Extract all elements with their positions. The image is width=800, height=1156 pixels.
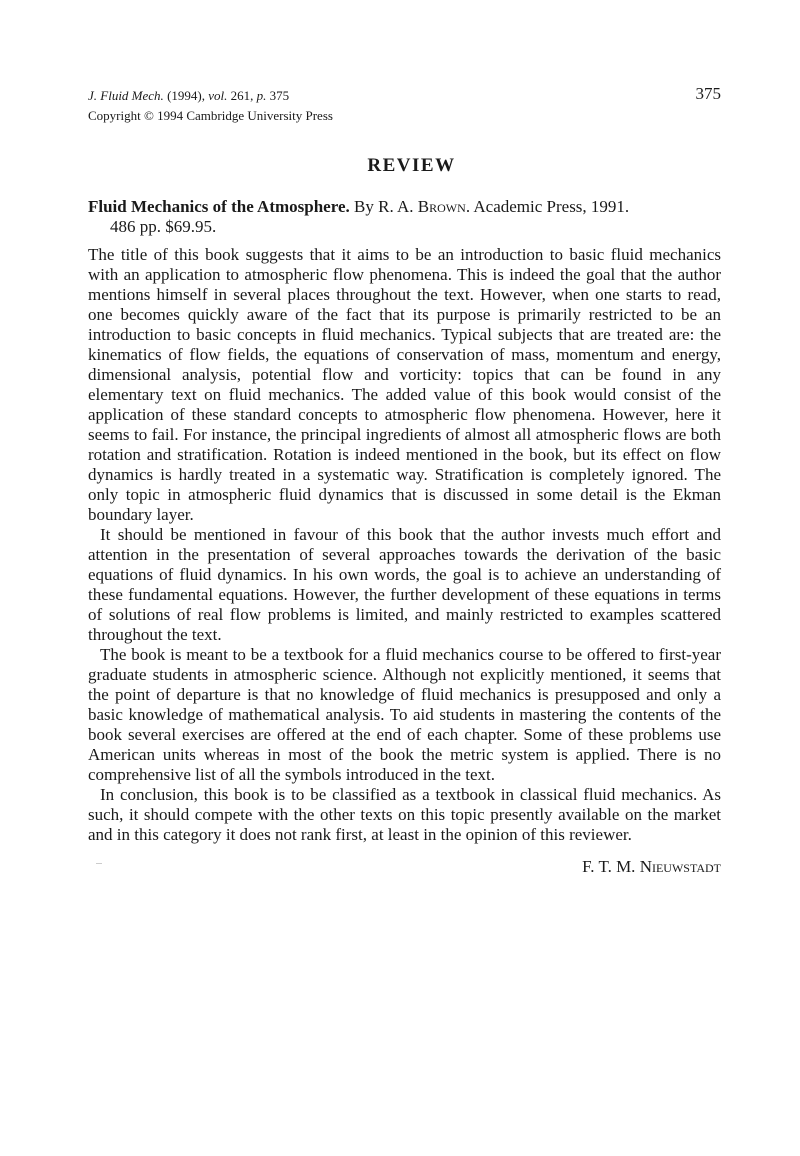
review-body xyxy=(88,245,721,845)
reviewer-signature xyxy=(88,857,721,877)
pages-price: 486 pp. $69.95. xyxy=(110,217,217,236)
author-surname: Brown xyxy=(417,197,466,216)
book-title: Fluid Mechanics of the Atmosphere. xyxy=(88,197,350,216)
paragraph: It should be mentioned in favour of this book that the author invests much effort and attention in the presentation of several approaches towards the derivation of the basic equations of fluid dynamics. In his own words, the goal is to achieve an understanding of these fundamental equations. However, the further development of these equations in terms of solutions of real flow problems is limited, and mainly restricted to examples scattered throughout the text. xyxy=(88,525,721,644)
book-reference xyxy=(88,197,721,237)
citation-page: 375 xyxy=(269,88,290,103)
reviewer-initials: F. T. M. xyxy=(582,857,636,876)
volume-label: vol. xyxy=(208,88,228,103)
reviewer-surname: Nieuwstadt xyxy=(639,857,721,876)
copyright-line: Copyright © 1994 Cambridge University Press xyxy=(88,108,333,123)
section-title: REVIEW xyxy=(367,155,456,176)
running-head xyxy=(88,86,721,128)
page-number: 375 xyxy=(695,84,721,103)
by-label: By xyxy=(354,197,374,216)
journal-name: J. Fluid Mech. xyxy=(88,88,164,103)
journal-page xyxy=(88,86,721,877)
paragraph: The title of this book suggests that it aims to be an introduction to basic fluid mechanics with an application to atmospheric flow phenomena. This is indeed the goal that the author mentions himself in several places throughout the text. However, when one starts to read, one becomes quickly aware of the fact that its purpose is primarily restricted to be an introduction to basic concepts in fluid mechanics. Typical subjects that are treated are: the kinematics of flow fields, the equations of conservation of mass, momentum and energy, dimensional analysis, potential flow and vorticity: topics that can be found in any elementary text on fluid mechanics. The added value of this book would consist of the application of these standard concepts to atmospheric flow phenomena. However, here it seems to fail. For instance, the principal ingredients of almost all atmospheric flows are both rotation and stratification. Rotation is indeed mentioned in the book, but its effect on flow dynamics is hardly treated in a systematic way. Stratification is completely ignored. The only topic in atmospheric fluid dynamics that is discussed in some detail is the Ekman boundary layer. xyxy=(88,245,721,524)
paragraph: The book is meant to be a textbook for a fluid mechanics course to be offered to first-year graduate students in atmospheric science. Although not explicitly mentioned, it seems that the point of departure is that no knowledge of fluid mechanics is presupposed and only a basic knowledge of mathematical analysis. To aid students in mastering the contents of the book several exercises are offered at the end of each chapter. Some of these problems use American units whereas in most of the book the metric system is applied. There is no comprehensive list of all the symbols introduced in the text. xyxy=(88,645,721,784)
paragraph: In conclusion, this book is to be classified as a textbook in classical fluid mechanics. As such, it should compete with the other texts on this topic presently available on the market and in this category it does not rank first, at least in the opinion of this reviewer. xyxy=(88,785,721,844)
author-initials: R. A. xyxy=(378,197,414,216)
publisher-info: . Academic Press, 1991. xyxy=(465,197,630,216)
journal-citation xyxy=(88,86,289,106)
stray-mark xyxy=(96,863,102,864)
page-label: p. xyxy=(256,88,267,103)
volume-number: 261, xyxy=(230,88,254,103)
journal-year: (1994), xyxy=(167,88,205,103)
